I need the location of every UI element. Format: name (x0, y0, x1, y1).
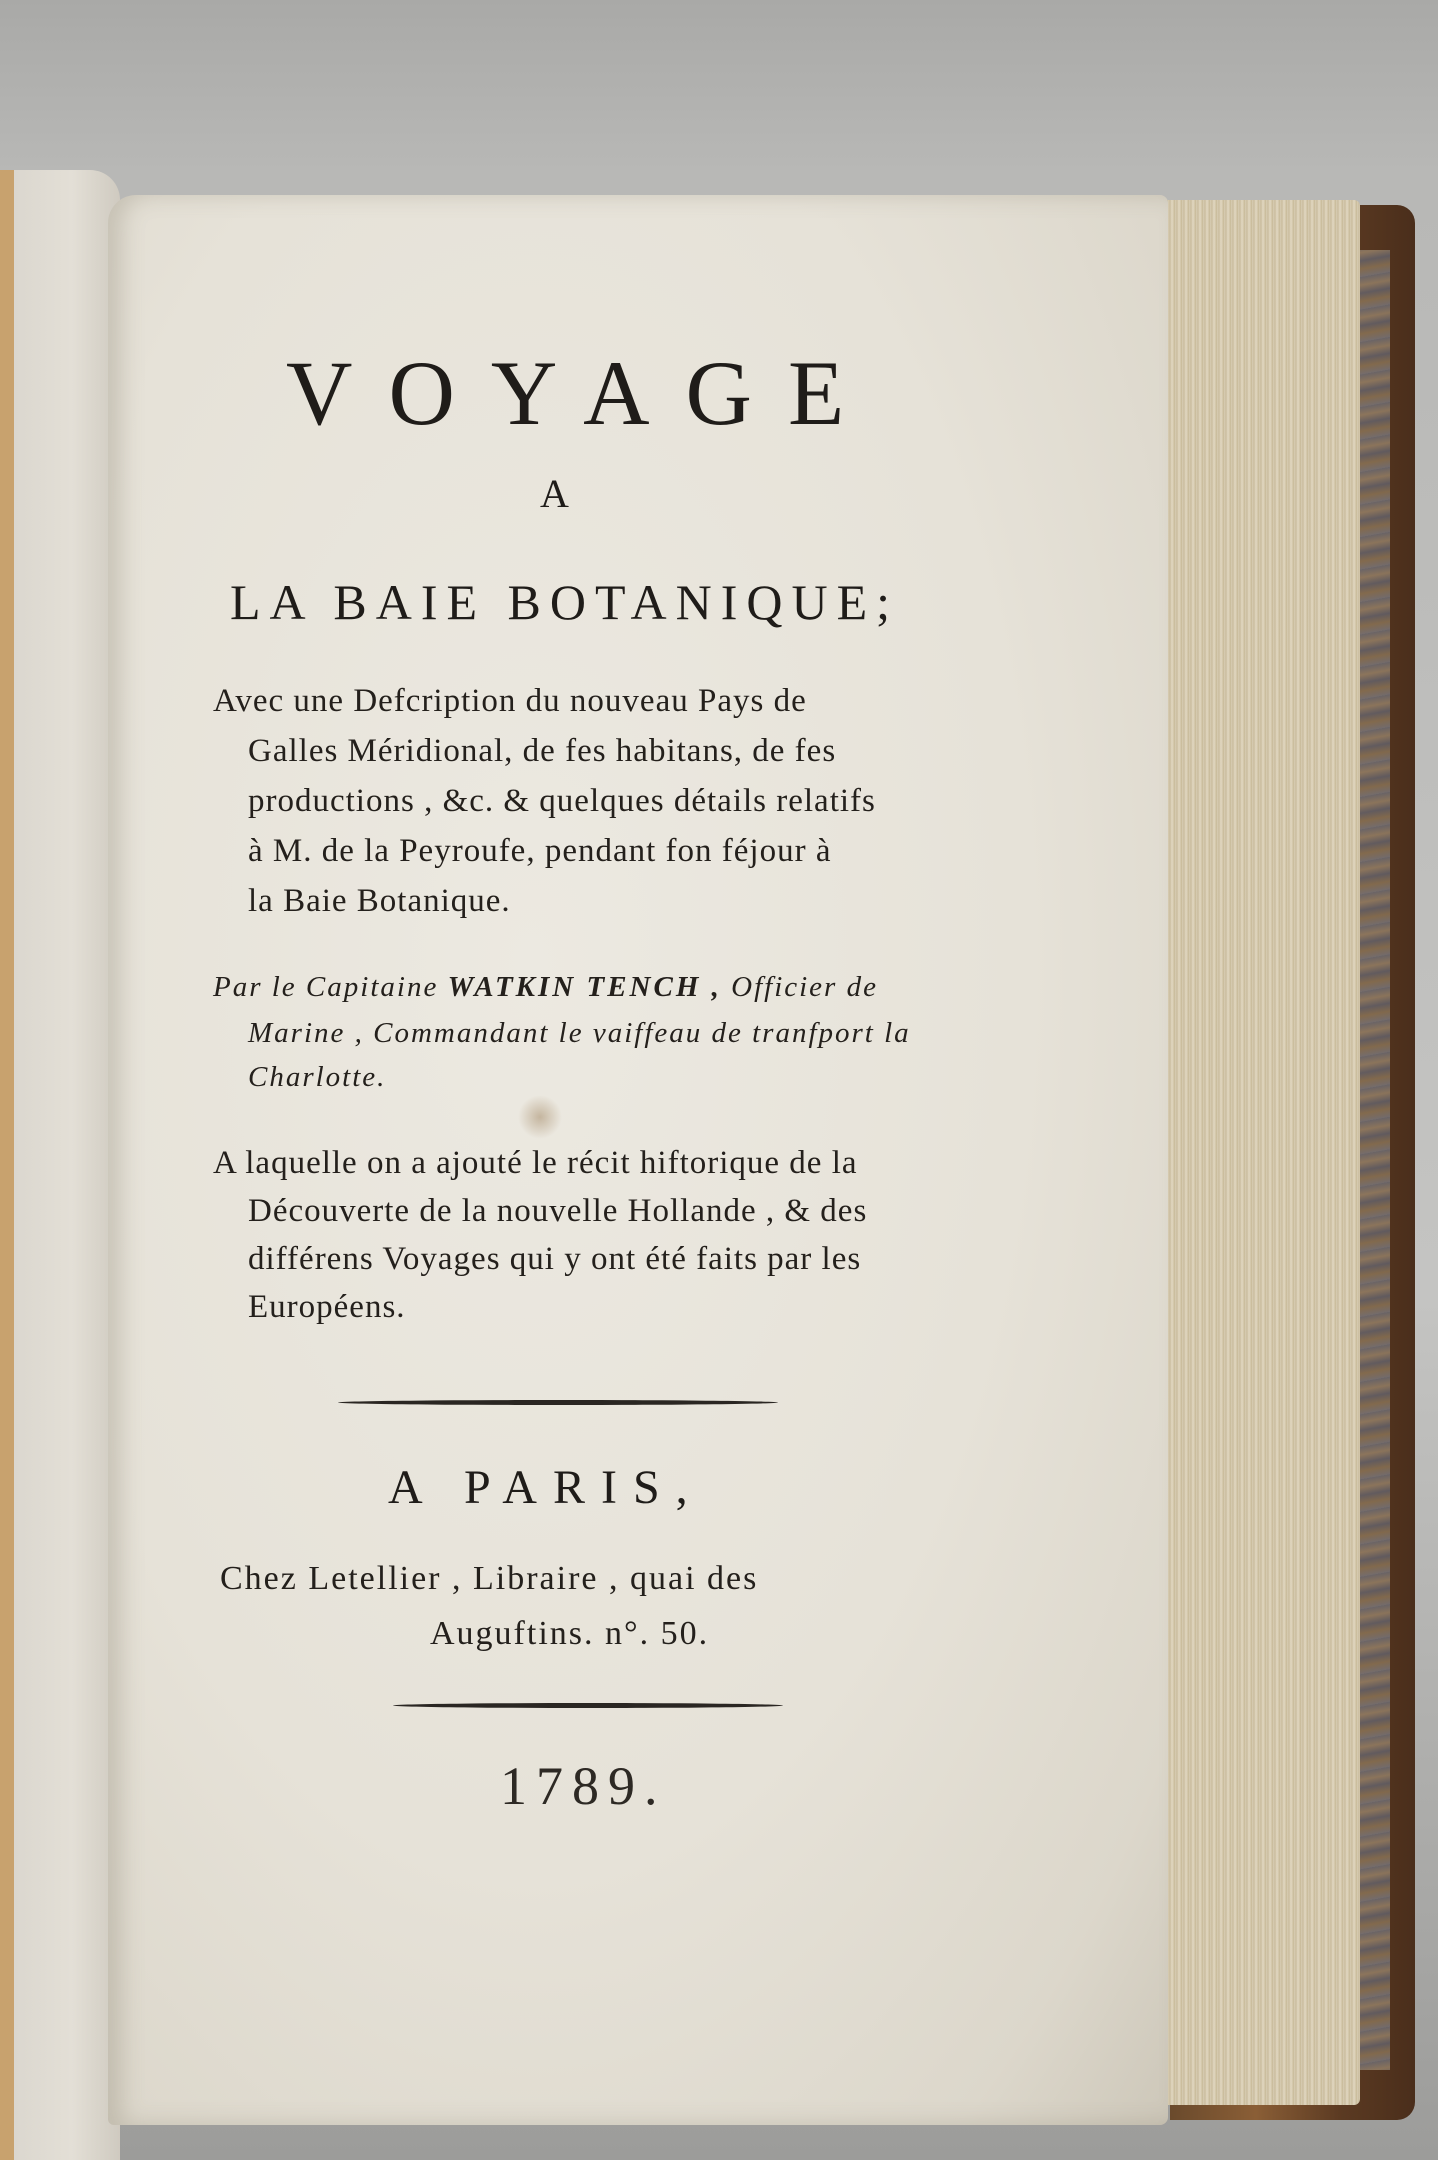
description-line-1: Avec une Defcription du nouveau Pays de (213, 683, 807, 719)
description-line-2: Galles Méridional, de fes habitans, de fes (248, 733, 837, 769)
author-suffix: Officier de (731, 971, 878, 1003)
publication-year: 1789. (500, 1756, 667, 1816)
addendum-line-1: A laquelle on a ajouté le récit hiftorique de la (213, 1145, 858, 1181)
ornamental-rule-lower (393, 1703, 783, 1708)
addendum-line-3: différens Voyages qui y ont été faits par les (248, 1241, 862, 1277)
addendum-line-4: Européens. (248, 1289, 406, 1325)
description-line-3: productions , &c. & quelques détails relatifs (248, 783, 876, 819)
page-fore-edge (1140, 200, 1360, 2105)
book-subtitle: LA BAIE BOTANIQUE; (230, 574, 900, 630)
author-prefix: Par le Capitaine (213, 971, 439, 1003)
description-line-5: la Baie Botanique. (248, 883, 511, 919)
publisher-line-2: Auguftins. n°. 50. (430, 1615, 710, 1652)
book-title: VOYAGE (286, 342, 881, 444)
ornamental-rule (338, 1400, 778, 1405)
left-facing-page (0, 170, 120, 2160)
foxing-spot (518, 1095, 562, 1139)
publisher-line-1: Chez Letellier , Libraire , quai des (220, 1560, 759, 1597)
description-line-4: à M. de la Peyroufe, pendant fon féjour à (248, 833, 832, 869)
left-page-edge (0, 170, 14, 2160)
addendum-line-2: Découverte de la nouvelle Hollande , & des (248, 1193, 868, 1229)
imprint-place: A PARIS, (388, 1461, 704, 1514)
author-line-2: Marine , Commandant le vaiffeau de tranfport la (248, 1017, 911, 1049)
title-page (108, 195, 1168, 2125)
title-connector: A (540, 471, 569, 516)
author-line-1 (213, 971, 878, 1004)
author-line-3: Charlotte. (248, 1061, 387, 1093)
author-name: WATKIN TENCH , (447, 971, 722, 1003)
